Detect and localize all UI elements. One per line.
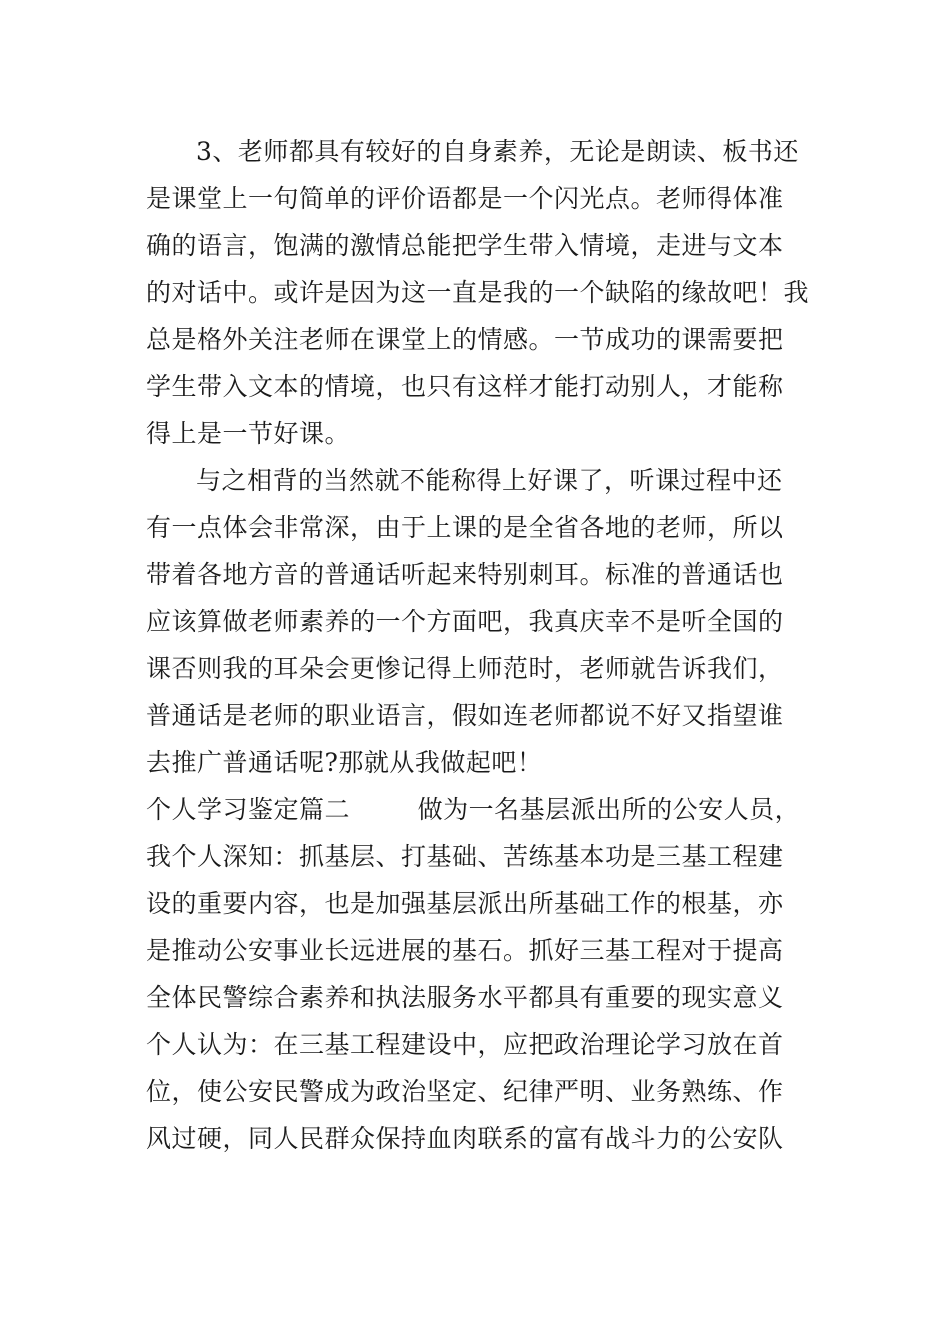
text-line: 与之相背的当然就不能称得上好课了，听课过程中还 [196,466,783,495]
text-line: 全体民警综合素养和执法服务水平都具有重要的现实意义 [146,983,784,1012]
text-line: 带着各地方音的普通话听起来特别刺耳。标准的普通话也 [146,560,784,589]
text-line: 风过硬，同人民群众保持血肉联系的富有战斗力的公安队 [146,1124,784,1153]
text-line: 是推动公安事业长远进展的基石。抓好三基工程对于提高 [146,936,784,965]
text-line: 位，使公安民警成为政治坚定、纪律严明、业务熟练、作 [146,1077,784,1106]
text-line: 我个人深知：抓基层、打基础、苦练基本功是三基工程建 [146,842,784,871]
text-line: 是课堂上一句简单的评价语都是一个闪光点。老师得体准 [146,184,784,213]
text-line: 课否则我的耳朵会更惨记得上师范时，老师就告诉我们， [146,654,784,683]
text-line: 普通话是老师的职业语言，假如连老师都说不好又指望谁 [146,701,784,730]
text-line: 总是格外关注老师在课堂上的情感。一节成功的课需要把 [146,325,784,354]
text-line: 的对话中。或许是因为这一直是我的一个缺陷的缘故吧！我 [146,278,810,307]
text-line: 应该算做老师素养的一个方面吧，我真庆幸不是听全国的 [146,607,784,636]
text-line: 个人认为：在三基工程建设中，应把政治理论学习放在首 [146,1030,784,1059]
text-line: 设的重要内容，也是加强基层派出所基础工作的根基，亦 [146,889,784,918]
body-text [146,128,816,1162]
text-line: 有一点体会非常深，由于上课的是全省各地的老师，所以 [146,513,784,542]
text-line: 学生带入文本的情境，也只有这样才能打动别人，才能称 [146,372,784,401]
section-heading-line: 个人学习鉴定篇二 做为一名基层派出所的公安人员， [146,795,801,824]
text-line: 得上是一节好课。 [146,419,351,448]
text-line: 确的语言，饱满的激情总能把学生带入情境，走进与文本 [146,231,784,260]
text-line: 去推广普通话呢?那就从我做起吧！ [146,748,543,777]
text-line: 3、老师都具有较好的自身素养，无论是朗读、板书还 [196,137,799,166]
